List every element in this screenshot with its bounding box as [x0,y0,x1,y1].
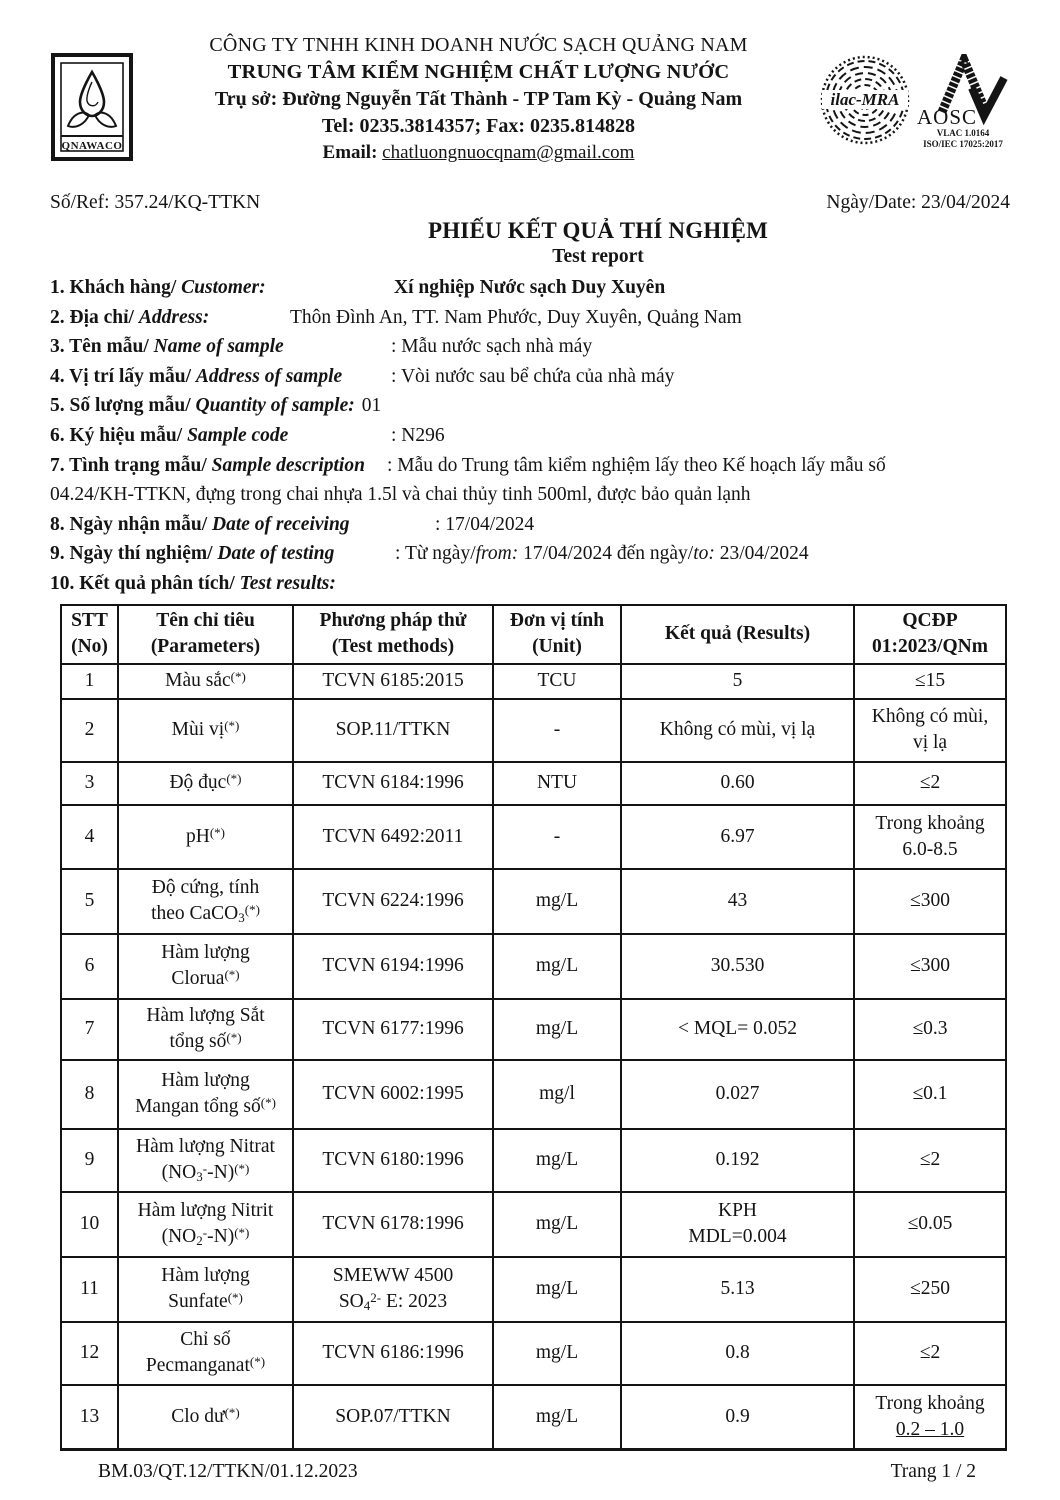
cell: ≤2 [854,762,1006,805]
company-address: Trụ sở: Đường Nguyễn Tất Thành - TP Tam Kỳ - Quảng Nam [214,88,743,111]
cell: 2 [61,699,118,762]
cell: TCVN 6224:1996 [293,869,493,934]
cell: Độ cứng, tính theo CaCO$_3$(*) [118,869,293,934]
column-header: Đơn vị tính (Unit) [493,605,621,664]
ilac-mra-seal-icon [819,54,911,146]
item-date-receiving: 8. Ngày nhận mẫu/ Date of receiving : 17/04/2024 [50,510,1010,540]
center-name: TRUNG TÂM KIỂM NGHIỆM CHẤT LƯỢNG NƯỚC [227,60,730,83]
table-row [61,999,1006,1060]
column-header: STT (No) [61,605,118,664]
column-header: Phương pháp thử (Test methods) [293,605,493,664]
company-email-line [140,140,817,165]
cell: mg/L [493,869,621,934]
table-row [61,1385,1006,1450]
water-drop-icon [80,72,104,116]
cell: Hàm lượng Nitrat $(NO_3^--N)^{(*)}$ [118,1129,293,1192]
cell: < MQL= 0.052 [621,999,854,1060]
cell: 1 [61,664,118,699]
sample-code-value: : N296 [391,424,445,446]
cell: Hàm lượng Nitrit $(NO_2^--N)^{(*)}$ [118,1192,293,1257]
cell: 30.530 [621,934,854,999]
cell: ≤15 [854,664,1006,699]
cell: 9 [61,1129,118,1192]
table-row [61,1257,1006,1322]
table-row [61,1192,1006,1257]
cell: Độ đục(*) [118,762,293,805]
cell: 0.8 [621,1322,854,1385]
column-header: QCĐP 01:2023/QNm [854,605,1006,664]
item-customer: 1. Khách hàng/ Customer: Xí nghiệp Nước sạch Duy Xuyên [50,273,1010,303]
cell: Màu sắc(*) [118,664,293,699]
cell: SOP.07/TTKN [293,1385,493,1450]
item-test-results-heading: 10. Kết quả phân tích/ Test results: [50,572,336,594]
report-number: Số/Ref: 357.24/KQ-TTKN [50,192,261,213]
cell: mg/L [493,1322,621,1385]
cell: TCVN 6186:1996 [293,1322,493,1385]
results-table-wrap [60,604,1010,1452]
cell: TCVN 6002:1995 [293,1060,493,1129]
cell: ≤2 [854,1322,1006,1385]
item-sample-name: 3. Tên mẫu/ Name of sample : Mẫu nước sạch nhà máy [50,332,1010,362]
item-sample-quantity: 5. Số lượng mẫu/ Quantity of sample: 01 [50,391,1010,421]
cell: TCVN 6184:1996 [293,762,493,805]
cell: TCVN 6180:1996 [293,1129,493,1192]
aosc-caption-1: VLAC 1.0164 [936,128,990,138]
cell: mg/L [493,999,621,1060]
cell: Clo dư(*) [118,1385,293,1450]
email-address: chatluongnuocqnam@gmail.com [382,141,635,163]
cell: 5.13 [621,1257,854,1322]
company-name: CÔNG TY TNHH KINH DOANH NƯỚC SẠCH QUẢNG NAM [209,34,748,56]
cell: KPH MDL=0.004 [621,1192,854,1257]
company-telfax: Tel: 0235.3814357; Fax: 0235.814828 [321,115,636,138]
cell: 6.97 [621,805,854,869]
report-date: Ngày/Date: 23/04/2024 [826,192,1010,213]
table-row [61,1129,1006,1192]
cell: TCVN 6185:2015 [293,664,493,699]
date-testing-value: : Từ ngày/from: 17/04/2024 đến ngày/to: 23/04/2024 [395,543,809,565]
cell: 0.027 [621,1060,854,1129]
item-date-testing: 9. Ngày thí nghiệm/ Date of testing : Từ ngày/from: 17/04/2024 đến ngày/to: 23/04/2024 [50,539,1010,569]
sample-name-value: : Mẫu nước sạch nhà máy [391,336,593,358]
cell: Không có mùi, vị lạ [621,699,854,762]
item-sample-code: 6. Ký hiệu mẫu/ Sample code : N296 [50,421,1010,451]
aosc-text: AOSC [917,105,978,129]
company-info [134,30,819,165]
table-row [61,664,1006,699]
sample-info-list [50,273,1010,599]
report-title: PHIẾU KẾT QUẢ THÍ NGHIỆM [427,218,769,243]
cell: mg/L [493,934,621,999]
item-address: 2. Địa chỉ/ Address: Thôn Đình An, TT. Nam Phước, Duy Xuyên, Quảng Nam [50,303,1010,333]
cell: Không có mùi, vị lạ [854,699,1006,762]
aosc-mark-icon [916,54,1010,150]
cell: 5 [621,664,854,699]
cell: TCVN 6194:1996 [293,934,493,999]
cell: Trong khoảng 0.2 – 1.0 [854,1385,1006,1450]
report-header [50,30,1010,178]
table-row [61,1322,1006,1385]
cell: ≤300 [854,869,1006,934]
address-value: Thôn Đình An, TT. Nam Phước, Duy Xuyên, Quảng Nam [290,306,742,328]
cell: ≤0.1 [854,1060,1006,1129]
cell: 5 [61,869,118,934]
date-receiving-value: : 17/04/2024 [435,513,535,535]
table-row [61,934,1006,999]
form-code: BM.03/QT.12/TTKN/01.12.2023 [98,1461,358,1483]
report-subtitle: Test report [552,246,644,267]
cell: mg/L [493,1257,621,1322]
column-header: Kết quả (Results) [621,605,854,664]
cell: TCU [493,664,621,699]
cell: SOP.11/TTKN [293,699,493,762]
cell: Chỉ số Pecmanganat(*) [118,1322,293,1385]
cell: mg/L [493,1385,621,1450]
cell: 7 [61,999,118,1060]
sample-location-value: : Vòi nước sau bể chứa của nhà máy [391,365,675,387]
item-sample-location: 4. Vị trí lấy mẫu/ Address of sample : Vòi nước sau bể chứa của nhà máy [50,362,1010,392]
cell: 0.9 [621,1385,854,1450]
cell: ≤250 [854,1257,1006,1322]
column-header: Tên chỉ tiêu (Parameters) [118,605,293,664]
cell: TCVN 6177:1996 [293,999,493,1060]
cell: pH(*) [118,805,293,869]
cell: 10 [61,1192,118,1257]
table-row [61,805,1006,869]
cell: mg/L [493,1192,621,1257]
cell: Hàm lượng Clorua(*) [118,934,293,999]
title-block [50,218,1010,268]
cell: Hàm lượng Sunfate(*) [118,1257,293,1322]
cell: NTU [493,762,621,805]
table-row [61,762,1006,805]
table-row [61,869,1006,934]
cell: ≤0.3 [854,999,1006,1060]
cell: ≤2 [854,1129,1006,1192]
email-label: Email: [322,141,378,163]
company-logo [50,52,134,167]
cell: 11 [61,1257,118,1322]
page-footer [50,1461,1010,1483]
cell: ≤300 [854,934,1006,999]
cell: 4 [61,805,118,869]
cell: SMEWW 4500 $SO_4^{2-}$ E: 2023 [293,1257,493,1322]
cell: Trong khoảng 6.0-8.5 [854,805,1006,869]
cell: - [493,805,621,869]
item-sample-description: 7. Tình trạng mẫu/ Sample description : Mẫu do Trung tâm kiểm nghiệm lấy theo Kế hoạch lấy mẫu số 04.24/KH-TTKN, đựng trong chai nhựa 1.5l và chai thủy tinh 500ml, được bảo quản lạnh [50,454,886,506]
cell: 13 [61,1385,118,1450]
cell: 12 [61,1322,118,1385]
cell: 8 [61,1060,118,1129]
accreditation-marks [819,54,1010,150]
cell: Hàm lượng Mangan tổng số(*) [118,1060,293,1129]
aosc-caption-2: ISO/IEC 17025:2017 [923,139,1003,149]
cell: 3 [61,762,118,805]
cell: Mùi vị(*) [118,699,293,762]
cell: Hàm lượng Sắt tổng số(*) [118,999,293,1060]
cell: ≤0.05 [854,1192,1006,1257]
sample-description-value: : Mẫu do Trung tâm kiểm nghiệm lấy theo Kế hoạch lấy mẫu số 04.24/KH-TTKN, đựng trong chai nhựa 1.5l và chai thủy tinh 500ml, được bảo quản lạnh [50,454,886,506]
cell: - [493,699,621,762]
page-number: Trang 1 / 2 [890,1461,976,1483]
results-table [60,604,1007,1452]
logo-text: QNAWACO [61,140,123,152]
qnawaco-logo-icon [50,52,134,162]
cell: TCVN 6492:2011 [293,805,493,869]
cell: 6 [61,934,118,999]
cell: TCVN 6178:1996 [293,1192,493,1257]
cell: mg/l [493,1060,621,1129]
cell: 0.60 [621,762,854,805]
sample-quantity-value: 01 [361,395,382,417]
reference-row [50,192,1010,214]
header-row [61,605,1006,664]
table-row [61,1060,1006,1129]
cell: 43 [621,869,854,934]
cell: mg/L [493,1129,621,1192]
cell: 0.192 [621,1129,854,1192]
customer-value: Xí nghiệp Nước sạch Duy Xuyên [394,277,666,298]
table-row [61,699,1006,762]
ilac-mra-text: ilac-MRA [830,90,900,109]
